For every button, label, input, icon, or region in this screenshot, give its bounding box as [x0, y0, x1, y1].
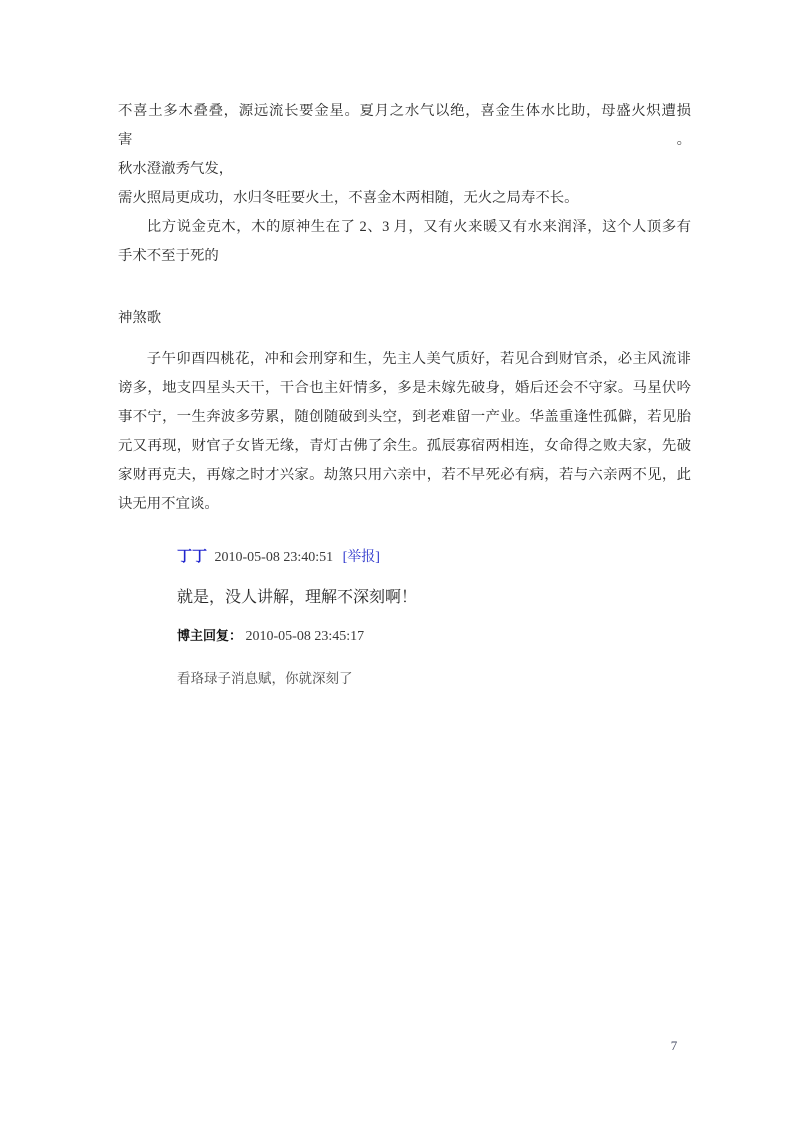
reply-meta-row: [177, 627, 677, 646]
paragraph-water-discussion: [118, 97, 691, 213]
article-line: 事不宁，一生奔波多劳累，随创随破到头空，到老难留一产业。华盖重逢性孤僻，若见胎: [118, 408, 691, 425]
article-line: 家财再克夫，再嫁之时才兴家。劫煞只用六亲中，若不早死必有病，若与六亲两不见，此: [118, 466, 691, 483]
report-link[interactable]: [举报]: [342, 550, 380, 565]
page-number: 7: [670, 1038, 678, 1053]
article-line: 诀无用不宜谈。: [118, 495, 219, 512]
article-line: 不喜土多木叠叠，源远流长要金星。夏月之水气以绝，喜金生体水比助，母盛火炽遭损害。: [118, 103, 691, 148]
reply-timestamp: 2010-05-08 23:45:17: [245, 629, 365, 644]
blogger-reply-label: 博主回复：: [177, 628, 243, 643]
paragraph-shensha-song: [118, 345, 691, 519]
comment-author-link[interactable]: 丁丁: [177, 548, 208, 565]
comment-body: 就是，没人讲解，理解不深刻啊！: [177, 589, 418, 606]
reply-body: 看珞琭子消息赋，你就深刻了: [177, 671, 353, 686]
article-line: 秋水澄澈秀气发，: [118, 161, 234, 177]
paragraph-metal-wood-example: [118, 213, 691, 271]
article-line: 谤多，地支四星头天干，干合也主奸情多，多是未嫁先破身，婚后还会不守家。马星伏吟: [118, 379, 691, 396]
article-line: 子午卯酉四桃花，冲和会刑穿和生，先主人美气质好，若见合到财官杀，必主风流诽: [146, 350, 691, 367]
comment-timestamp: 2010-05-08 23:40:51: [214, 550, 334, 565]
section-heading: 神煞歌: [118, 310, 162, 326]
comment-meta-row: [177, 547, 677, 568]
article-line: 元又再现，财官子女皆无缘，青灯古佛了余生。孤辰寡宿两相连，女命得之败夫家，先破: [118, 437, 691, 454]
comment-section: [177, 547, 677, 688]
article-line: 手术不至于死的: [118, 248, 219, 264]
article-body: [118, 97, 691, 519]
article-line: 比方说金克木，木的原神生在了 2、3 月，又有火来暖又有水来润泽，这个人顶多有: [146, 219, 691, 235]
article-line: 需火照局更成功，水归冬旺要火土，不喜金木两相随，无火之局寿不长。: [118, 190, 579, 206]
